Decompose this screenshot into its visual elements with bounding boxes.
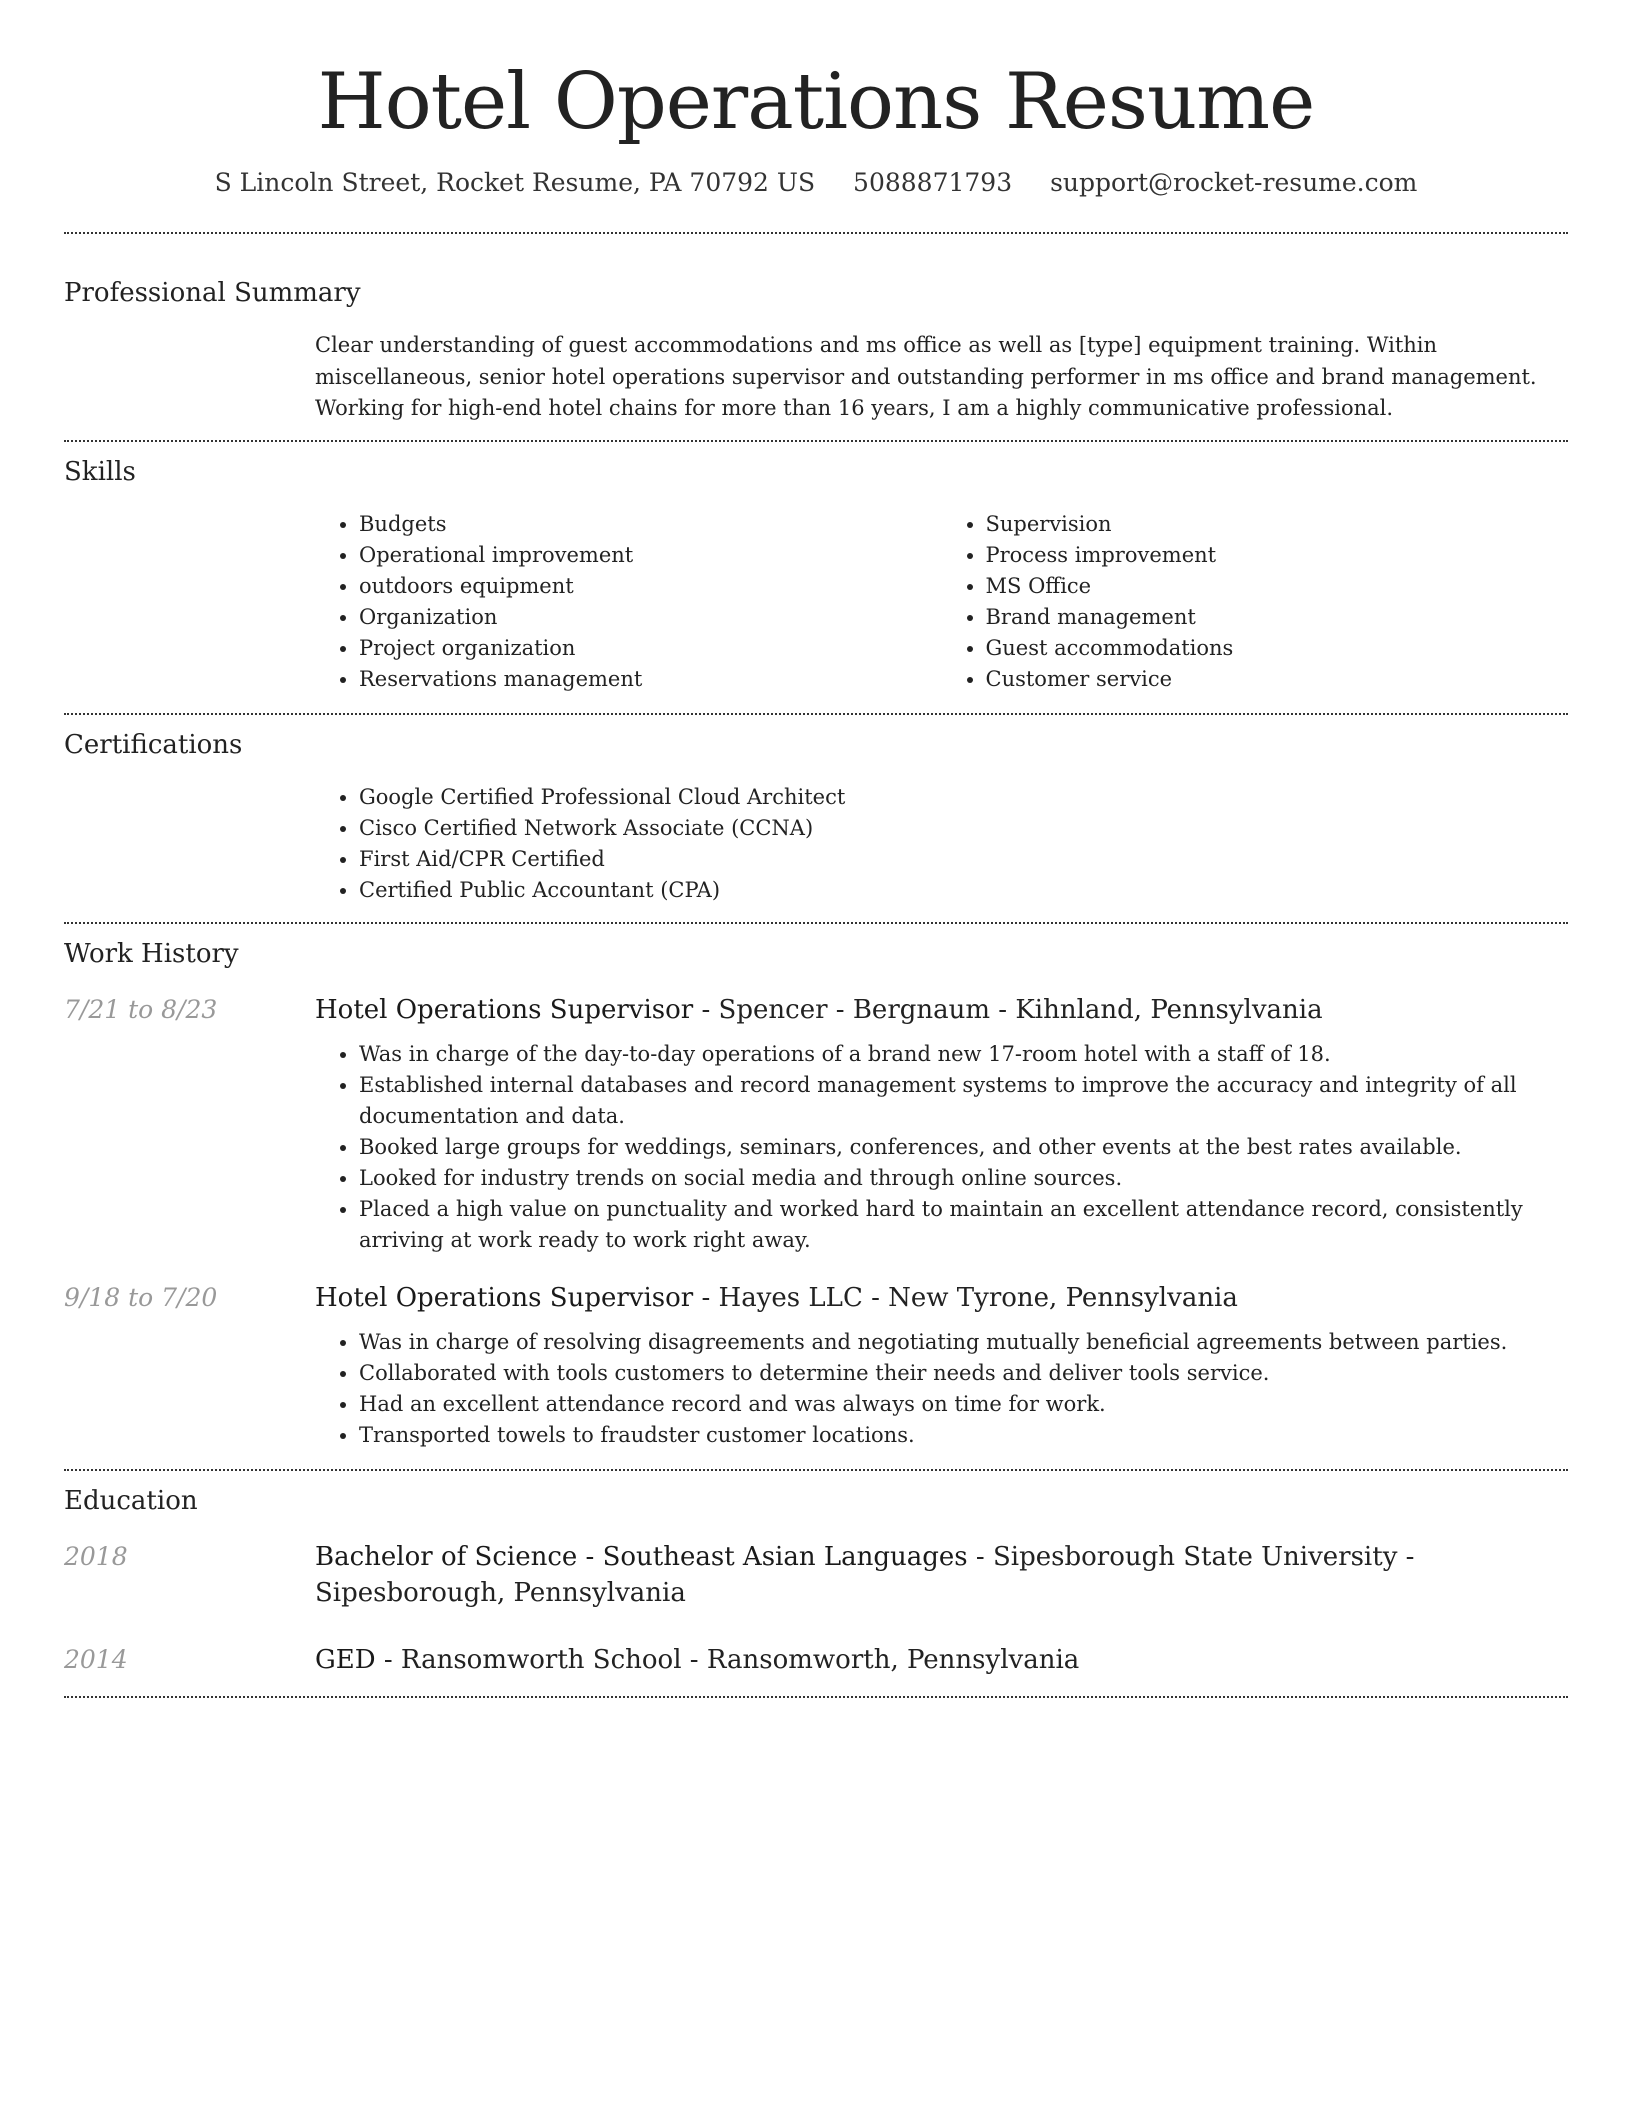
- skills-heading: Skills: [64, 456, 136, 487]
- job-employer: - Spencer - Bergnaum - Kihnland, Pennsylvania: [693, 994, 1323, 1025]
- job-duties-list: [315, 1327, 1568, 1451]
- work-entry-header: [315, 992, 1568, 1028]
- skill-item: • outdoors equipment: [359, 571, 942, 602]
- skill-item: • Guest accommodations: [986, 633, 1569, 664]
- school: - Ransomworth School - Ransomworth, Pennsylvania: [375, 1644, 1080, 1675]
- job-duties-list: [315, 1039, 1568, 1256]
- skills-list-right: [942, 509, 1569, 695]
- work-entry-body: [315, 992, 1568, 1256]
- skill-item: • Process improvement: [986, 540, 1569, 571]
- certification-item: • Certified Public Accountant (CPA): [359, 875, 1568, 906]
- work-entry: [64, 1280, 1568, 1451]
- certifications-section: [64, 727, 1568, 906]
- divider: [64, 1696, 1568, 1698]
- job-duty: • Booked large groups for weddings, seminars, conferences, and other events at the best rates available.: [359, 1132, 1568, 1163]
- skill-item: • Brand management: [986, 602, 1569, 633]
- work-entry: [64, 992, 1568, 1256]
- divider: [64, 713, 1568, 715]
- job-duty: • Had an excellent attendance record and was always on time for work.: [359, 1389, 1568, 1420]
- education-section: [64, 1483, 1568, 1678]
- degree: Bachelor of Science - Southeast Asian Languages: [315, 1541, 968, 1572]
- skill-item: • MS Office: [986, 571, 1569, 602]
- education-heading: Education: [64, 1485, 198, 1516]
- job-duty: • Looked for industry trends on social media and through online sources.: [359, 1163, 1568, 1194]
- summary-content: [315, 330, 1568, 425]
- summary-heading: Professional Summary: [64, 278, 361, 308]
- job-duty: • Was in charge of the day-to-day operations of a brand new 17-room hotel with a staff of 18.: [359, 1039, 1568, 1070]
- contact-phone: 5088871793: [853, 168, 1013, 197]
- job-duty: • Established internal databases and record management systems to improve the accuracy and integrity of all documentation and data.: [359, 1070, 1568, 1132]
- education-entry: [64, 1642, 1568, 1678]
- work-dates: 7/21 to 8/23: [64, 994, 218, 1024]
- work-dates: 9/18 to 7/20: [64, 1282, 218, 1312]
- certification-item: • Cisco Certified Network Associate (CCNA): [359, 813, 1568, 844]
- job-duty: • Transported towels to fraudster customer locations.: [359, 1420, 1568, 1451]
- contact-email: support@rocket-resume.com: [1050, 168, 1418, 197]
- summary-text: Clear understanding of guest accommodations and ms office as well as [type] equipment training. Within miscellaneous, senior hotel operations supervisor and outstanding performer in ms office and brand management. Working for high-end hotel chains for more than 16 years, I am a highly communicative professional.: [315, 333, 1537, 420]
- skills-list-left: [315, 509, 942, 695]
- work-entry-header: [315, 1280, 1568, 1316]
- contact-line: [64, 166, 1568, 200]
- skills-section: [64, 454, 1568, 695]
- certifications-list: [315, 782, 1568, 906]
- education-year: 2014: [64, 1644, 128, 1674]
- job-duty: • Was in charge of resolving disagreements and negotiating mutually beneficial agreements between parties.: [359, 1327, 1568, 1358]
- job-duty: • Collaborated with tools customers to determine their needs and deliver tools service.: [359, 1358, 1568, 1389]
- skill-item: • Reservations management: [359, 664, 942, 695]
- summary-section: [64, 275, 1568, 425]
- skill-item: • Organization: [359, 602, 942, 633]
- certifications-content: [315, 782, 1568, 906]
- certifications-heading: Certifications: [64, 729, 243, 760]
- skills-grid: [315, 509, 1568, 695]
- degree: GED: [315, 1644, 376, 1675]
- resume-title: Hotel Operations Resume: [317, 57, 1315, 147]
- job-title: Hotel Operations Supervisor: [315, 1282, 694, 1313]
- education-entry-body: [315, 1539, 1568, 1611]
- work-entry-body: [315, 1280, 1568, 1451]
- skill-item: • Customer service: [986, 664, 1569, 695]
- skill-item: • Budgets: [359, 509, 942, 540]
- contact-address: S Lincoln Street, Rocket Resume, PA 70792 US: [214, 168, 816, 197]
- divider: [64, 440, 1568, 442]
- job-employer: - Hayes LLC - New Tyrone, Pennsylvania: [693, 1282, 1238, 1313]
- skill-item: • Supervision: [986, 509, 1569, 540]
- education-year: 2018: [64, 1541, 128, 1571]
- certification-item: • First Aid/CPR Certified: [359, 844, 1568, 875]
- education-entry: [64, 1539, 1568, 1611]
- education-entry-body: [315, 1642, 1568, 1678]
- job-title: Hotel Operations Supervisor: [315, 994, 694, 1025]
- divider: [64, 1469, 1568, 1471]
- work-heading: Work History: [64, 938, 239, 969]
- skill-item: • Project organization: [359, 633, 942, 664]
- work-section: [64, 936, 1568, 1451]
- school: - Sipesborough State University - Sipesborough, Pennsylvania: [315, 1541, 1415, 1608]
- divider: [64, 232, 1568, 234]
- divider: [64, 922, 1568, 924]
- skill-item: • Operational improvement: [359, 540, 942, 571]
- certification-item: • Google Certified Professional Cloud Architect: [359, 782, 1568, 813]
- job-duty: • Placed a high value on punctuality and worked hard to maintain an excellent attendance record, consistently arriving at work ready to work right away.: [359, 1194, 1568, 1256]
